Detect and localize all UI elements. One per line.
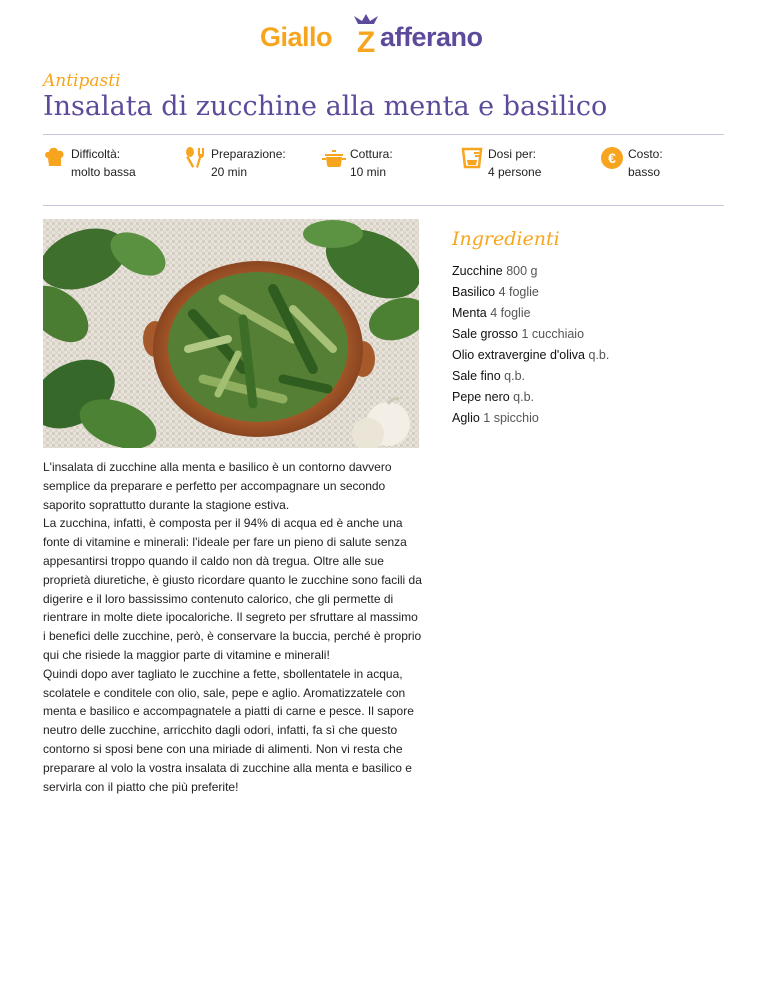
- meta-label: Difficoltà:: [71, 147, 121, 161]
- ingredient-qty: q.b.: [588, 348, 610, 362]
- ingredient-name: Sale fino: [452, 369, 501, 383]
- ingredient-qty: 4 foglie: [498, 285, 539, 299]
- meta-label: Dosi per:: [488, 147, 537, 161]
- logo-z-letter: Z: [356, 26, 376, 58]
- svg-text:€: €: [608, 150, 616, 166]
- ingredients-title: Ingredienti: [452, 228, 560, 250]
- logo-text-afferano: afferano: [380, 22, 483, 52]
- ingredient-item[interactable]: [452, 369, 609, 390]
- meta-label: Cottura:: [350, 147, 393, 161]
- description-paragraph: La zucchina, infatti, è composta per il 94% di acqua ed è anche una fonte di vitamine e minerali: l'ideale per fare un pieno di salute senza appesantirsi troppo quando il caldo non dà tregua. Oltre alle sue proprietà diuretiche, è giusto ricordare quanto le zucchine sono facili da digerire e il loro bassissimo contenuto calorico, che gli permette di rientrare in molte diete ipocaloriche. Il segreto per sfruttare al massimo i benefici delle zucchine, però, è conservare la buccia, perché è proprio qui che risiede la maggior parte di vitamine e minerali!: [43, 516, 422, 662]
- pot-icon: [322, 146, 346, 170]
- ingredient-item[interactable]: [452, 327, 609, 348]
- logo-text-giallo: Giallo: [260, 22, 333, 52]
- ingredient-name: Basilico: [452, 285, 496, 299]
- site-logo[interactable]: [0, 8, 768, 56]
- measuring-cup-icon: [460, 146, 484, 170]
- ingredient-qty: q.b.: [504, 369, 525, 383]
- ingredient-name: Menta: [452, 306, 487, 320]
- meta-value: 20 min: [211, 165, 248, 179]
- meta-value: molto bassa: [71, 165, 136, 179]
- meta-value: basso: [628, 165, 661, 179]
- ingredient-item[interactable]: [452, 348, 609, 369]
- meta-value: 10 min: [350, 165, 387, 179]
- ingredient-qty: 800 g: [506, 264, 538, 278]
- divider-top: [43, 134, 724, 135]
- euro-icon: [600, 146, 624, 170]
- ingredient-name: Zucchine: [452, 264, 503, 278]
- meta-value: 4 persone: [488, 165, 542, 179]
- ingredient-name: Sale grosso: [452, 327, 519, 341]
- ingredient-item[interactable]: [452, 306, 609, 327]
- description-paragraph: Quindi dopo aver tagliato le zucchine a fette, sbollentatele in acqua, scolatele e conditele con olio, sale, pepe e aglio. Aromatizzatele con menta e basilico e accompagnatele a piatti di carne e pesce. Il sapore neutro delle zucchine, arricchito dagli odori, infatti, fa sì che questo contorno si sposi bene con una miriade di alimenti. Non vi resta che preparare al volo la vostra insalata di zucchine alla menta e basilico e servirla con il piatto che più preferite!: [43, 666, 414, 794]
- ingredient-qty: 4 foglie: [490, 306, 531, 320]
- divider-bottom: [43, 205, 724, 206]
- recipe-description: [43, 458, 423, 796]
- meta-label: Preparazione:: [211, 147, 286, 161]
- ingredient-qty: 1 spicchio: [483, 411, 539, 425]
- ingredient-qty: 1 cucchiaio: [521, 327, 585, 341]
- recipe-title: Insalata di zucchine alla menta e basilico: [43, 91, 608, 122]
- ingredient-name: Pepe nero: [452, 390, 510, 404]
- recipe-photo: [43, 219, 419, 448]
- recipe-category[interactable]: Antipasti: [43, 71, 121, 91]
- ingredient-name: Aglio: [452, 411, 480, 425]
- ingredient-item[interactable]: [452, 285, 609, 306]
- utensils-icon: [183, 146, 207, 170]
- description-paragraph: L'insalata di zucchine alla menta e basilico è un contorno davvero semplice da preparare e perfetto per accompagnare un secondo saporito soprattutto durante la stagione estiva.: [43, 460, 392, 512]
- ingredient-name: Olio extravergine d'oliva: [452, 348, 586, 362]
- ingredients-list: [452, 264, 609, 432]
- ingredient-qty: q.b.: [513, 390, 535, 404]
- ingredient-item[interactable]: [452, 411, 609, 432]
- chef-hat-icon: [43, 146, 67, 170]
- ingredient-item[interactable]: [452, 264, 609, 285]
- ingredient-item[interactable]: [452, 390, 609, 411]
- meta-label: Costo:: [628, 147, 663, 161]
